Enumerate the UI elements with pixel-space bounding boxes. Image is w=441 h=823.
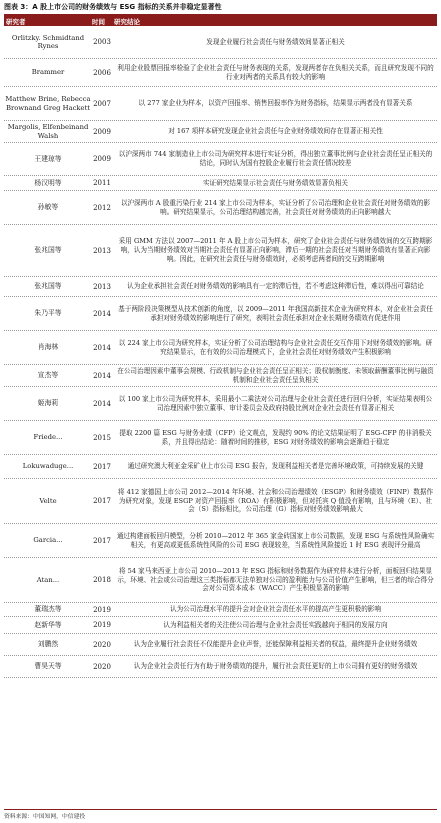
row-year: 2014 <box>93 371 111 380</box>
row-author: 宣杰等 <box>37 371 59 380</box>
row-year: 2015 <box>93 433 111 442</box>
row-author: 王建琼等 <box>34 154 62 163</box>
row-year: 2019 <box>93 621 111 629</box>
row-conclusion: 以 224 家上市公司为研究样本，实证分析了公司治理结构与企业社会责任交互作用下对财务绩效的影响。研究结果显示，在有效的公司治理模式下，企业社会责任对财务绩效产生积极影响 <box>118 338 433 356</box>
row-author: Garcia... <box>33 536 63 545</box>
table-row <box>4 634 437 656</box>
row-author: 杨汉明等 <box>34 178 62 187</box>
table-row <box>4 87 437 121</box>
row-author: Lokuwaduge... <box>22 462 74 471</box>
row-year: 2017 <box>93 497 111 505</box>
table-row <box>4 455 437 479</box>
row-conclusion: 通过构建面板回归模型，分析 2010—2012 年 365 家金砖国家上市公司数据，发现 ESG 与系统性风险确实相关，有更高或更低系统性风险的公司 ESG 表现较差，当系统性风险接近 1 时 ESG 表现评分最高 <box>116 531 435 549</box>
row-year: 2019 <box>93 605 111 614</box>
table-row <box>4 558 437 603</box>
table-row <box>4 277 437 297</box>
row-conclusion: 利用企业股票回报率检验了企业社会责任与财务表现的关系，发现两者存在负相关关系，而且研究发现不同的行业对两者的关系具有较大的影响 <box>117 63 434 81</box>
row-author: Friede... <box>33 433 63 442</box>
row-year: 2007 <box>93 99 111 108</box>
table-row <box>4 59 437 87</box>
row-year: 2013 <box>93 282 111 291</box>
row-author: 肖海林 <box>37 343 59 352</box>
table-row <box>4 365 437 387</box>
row-conclusion: 对 167 项样本研究发现企业社会责任与企业财务绩效间存在显著正相关性 <box>168 127 383 136</box>
row-year: 2017 <box>93 536 111 545</box>
row-conclusion: 将 54 家马来西亚上市公司 2010—2013 年 ESG 指标和财务数据作为研究样本进行分析，面板回归结果显示，环境、社会或公司治理这三类指标都无法单独对公司的盈利能力与公司价值产生影响，但三者的综合得分会对公司资本成本（WACC）产生积极显著的影响 <box>117 566 434 593</box>
table-row <box>4 387 437 421</box>
source-note: 资料来源：中国知网，中信建投 <box>4 814 86 820</box>
row-conclusion: 认为公司治理水平的提升会对企业社会责任水平的提高产生更积极的影响 <box>170 605 381 614</box>
row-year: 2013 <box>93 246 111 255</box>
row-conclusion: 以沪深两市 744 家制造业上市公司为研究样本进行实证分析，得出独立董事比例与企业社会责任呈正相关的结论，同时认为国有控股企业履行社会责任情况较差 <box>118 150 433 167</box>
row-conclusion: 将 412 家德国上市公司 2012—2014 年环境、社会和公司治理绩效（ESGP）和财务绩效（FINP）数据作为研究对象，发现 ESGP 对资产回报率（ROA）有积极影响，但对托宾 Q 值没有影响，且与环境（E）、社会（S）指标相比，公司治理（G）指标对财务绩效影响最大 <box>117 487 434 514</box>
row-year: 2014 <box>93 399 111 408</box>
table-row <box>4 297 437 331</box>
row-year: 2012 <box>93 203 111 212</box>
row-conclusion: 实证研究结果显示社会责任与财务绩效显著负相关 <box>202 178 349 187</box>
row-conclusion: 以 100 家上市公司为研究样本，采用最小二乘法对公司治理与企业社会责任进行回归分析，实证结果表明公司治理因素中独立董事、审计委员会及政府持股比例对企业社会责任有显著正相关 <box>118 394 433 412</box>
table-row <box>4 656 437 678</box>
row-conclusion: 认为企业履行社会责任不仅能提升企业声誉，还能保障利益相关者的权益，最终提升企业财务绩效 <box>133 640 418 649</box>
row-year: 2009 <box>93 155 111 163</box>
row-author: 张兆国等 <box>34 282 62 291</box>
table-row <box>4 26 437 59</box>
row-year: 2020 <box>93 640 111 649</box>
row-author: Margolis, Elfenbeinand Walsh <box>7 123 89 140</box>
bottom-rule <box>4 809 437 810</box>
row-author: 曹昊天等 <box>34 662 62 671</box>
row-conclusion: 采用 GMM 方法以 2007—2011 年 A 股上市公司为样本，研究了企业社会责任与财务绩效间的交互跨期影响，认为当期财务绩效对当期社会责任有显著正向影响，滞后一期的社会责任对当期财务绩效有显著正向影响。因此，在研究社会责任与财务绩效时，必须考虑两者间的交互跨期影响 <box>118 237 433 263</box>
table-row <box>4 191 437 225</box>
table-row <box>4 331 437 365</box>
row-year: 2017 <box>93 462 111 471</box>
row-author: Atan... <box>36 575 60 584</box>
row-author: Orlitzky. Schmidtand Rynes <box>11 33 85 50</box>
row-conclusion: 认为企业承担社会责任对财务绩效的影响具有一定的滞后性，若不考虑这种滞后性，难以得出可靠结论 <box>127 282 424 291</box>
row-year: 2011 <box>93 179 111 187</box>
row-year: 2006 <box>93 68 111 77</box>
row-author: 赵新华等 <box>34 620 62 629</box>
row-year: 2018 <box>93 576 111 584</box>
row-author: 孙敏等 <box>37 203 59 212</box>
header-year: 时间 <box>92 17 105 26</box>
header-conclusion: 研究结论 <box>114 17 140 26</box>
row-conclusion: 以 277 家企业为样本，以资产回报率、销售回报率作为财务指标，结果显示两者没有显著关系 <box>138 99 413 108</box>
table-row <box>4 421 437 455</box>
table-row <box>4 603 437 617</box>
row-year: 2014 <box>93 309 111 318</box>
table-row <box>4 617 437 634</box>
row-author: Velte <box>39 496 57 505</box>
row-conclusion: 发现企业履行社会责任与财务绩效间显著正相关 <box>206 37 345 46</box>
table-row <box>4 225 437 277</box>
table-row <box>4 121 437 143</box>
row-conclusion: 认为企业社会责任行为有助于财务绩效的提升，履行社会责任更好的上市公司拥有更好的财务绩效 <box>133 662 418 671</box>
table-row <box>4 479 437 524</box>
row-author: Brammer <box>31 68 65 77</box>
row-year: 2014 <box>93 343 111 352</box>
row-conclusion: 提取 2200 篇 ESG 与财务业绩（CFP）论文观点，发现约 90% 的论文结果证明了 ESG-CFP 的非消极关系，并且得出结论：随着时间的推移，ESG 对财务绩效的影响会逐渐趋于稳定 <box>119 428 432 446</box>
table-row <box>4 143 437 176</box>
row-year: 2003 <box>93 38 111 46</box>
table-row <box>4 524 437 558</box>
row-conclusion: 以沪深两市 A 股重污染行业 214 家上市公司为样本，实证分析了公司治理和企业社会责任对财务绩效的影响。研究结果显示，公司治理结构越完善，社会责任对财务绩效的正向影响越大 <box>120 198 431 216</box>
row-author: 董瑞杰等 <box>34 605 62 614</box>
row-conclusion: 基于两阶段决策模型从技术创新的角度，以 2009—2011 年我国高新技术企业为研究样本，对企业社会责任承担对财务绩效的影响进行了研究，表明社会责任承担对企业长期财务绩效有促进作用 <box>118 304 433 322</box>
row-author: 张兆国等 <box>34 246 62 255</box>
row-author: 朱乃平等 <box>34 309 62 318</box>
row-author: Matthew Brine, Rebecca Brownand Greg Hackett <box>5 95 91 112</box>
table-row <box>4 176 437 191</box>
header-author: 研究者 <box>6 17 26 26</box>
row-author: 姬海莉 <box>37 399 59 408</box>
figure-title: 图表 3：A 股上市公司的财务绩效与 ESG 指标的关系并非稳定显著性 <box>4 3 222 11</box>
row-conclusion: 通过研究澳大利亚金采矿业上市公司 ESG 报告，发现利益相关者是完善环境政策，可持续发展的关键 <box>127 462 424 471</box>
table-header <box>4 15 437 26</box>
row-author: 刘鹏然 <box>37 640 59 649</box>
row-year: 2020 <box>93 662 111 671</box>
row-conclusion: 在公司治理因素中董事会规模、行政机制与企业社会责任呈正相关；股权制衡度、未领取薪酬董事比例与融资机制和企业社会责任呈负相关 <box>117 366 434 384</box>
row-conclusion: 认为利益相关者的关注使公司治理与企业社会责任实践越向于相同的发展方向 <box>163 620 388 629</box>
row-year: 2009 <box>93 127 111 136</box>
